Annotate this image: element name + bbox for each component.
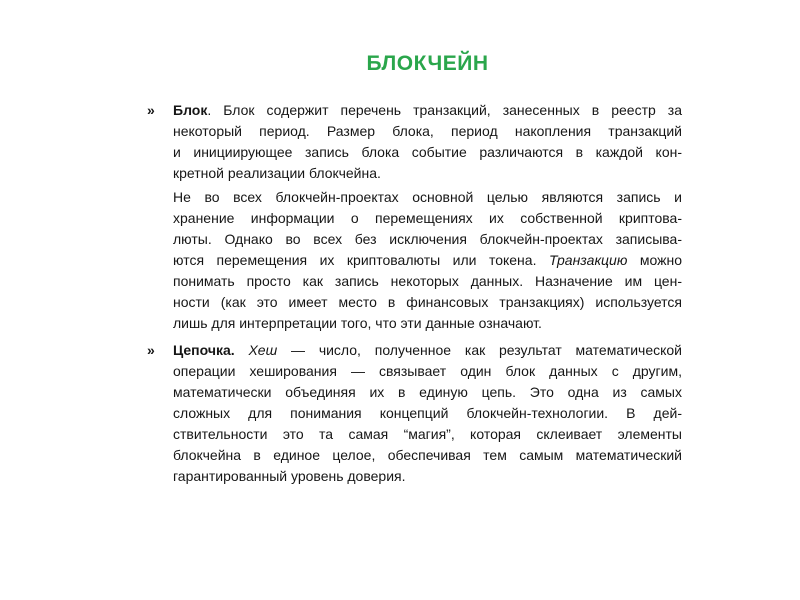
list-item bbox=[147, 340, 682, 487]
text-line bbox=[173, 403, 682, 424]
text-line bbox=[173, 142, 682, 163]
text-run: ности (как это имеет место в финансовых транзакциях) используется bbox=[173, 294, 682, 310]
text-run: — число, полученное как результат математической bbox=[277, 342, 683, 358]
text-line bbox=[173, 250, 682, 271]
text-line bbox=[173, 187, 682, 208]
text-line bbox=[173, 466, 682, 487]
text-line bbox=[173, 208, 682, 229]
list-item bbox=[147, 100, 682, 334]
text-run: лишь для интерпретации того, что эти данные означают. bbox=[173, 315, 542, 331]
text-run: Цепочка. bbox=[173, 342, 249, 358]
text-run: сложных для понимания концепций блокчейн-технологии. В дей- bbox=[173, 405, 682, 421]
text-line bbox=[173, 271, 682, 292]
text-run: ются перемещения их криптовалюты или токена. bbox=[173, 252, 549, 268]
text-run: . Блок содержит перечень транзакций, занесенных в реестр за bbox=[207, 102, 682, 118]
text-run: гарантированный уровень доверия. bbox=[173, 468, 406, 484]
text-run: Не во всех блокчейн-проектах основной целью являются запись и bbox=[173, 189, 682, 205]
text-line bbox=[173, 340, 682, 361]
text-line bbox=[173, 382, 682, 403]
text-line bbox=[173, 445, 682, 466]
text-line bbox=[173, 313, 682, 334]
text-run: Транзакцию bbox=[548, 252, 628, 268]
bullet-list bbox=[147, 100, 682, 487]
text-run: кретной реализации блокчейна. bbox=[173, 165, 381, 181]
bullet-marker: » bbox=[147, 342, 155, 358]
text-run: операции хеширования — связывает один блок данных с другим, bbox=[173, 363, 682, 379]
text-line bbox=[173, 163, 682, 184]
text-run: можно bbox=[627, 252, 682, 268]
text-line bbox=[173, 424, 682, 445]
paragraph bbox=[173, 340, 682, 487]
text-run: блокчейна в единое целое, обеспечивая тем самым математический bbox=[173, 447, 682, 463]
text-run: математически объединяя их в единую цепь. Это одна из самых bbox=[173, 384, 682, 400]
text-line bbox=[173, 121, 682, 142]
bullet-marker: » bbox=[147, 102, 155, 118]
text-run: ствительности это та самая “магия”, которая склеивает элементы bbox=[173, 426, 682, 442]
text-line bbox=[173, 100, 682, 121]
text-line bbox=[173, 229, 682, 250]
text-line bbox=[173, 292, 682, 313]
text-run: люты. Однако во всех без исключения блокчейн-проектах записыва- bbox=[173, 231, 682, 247]
text-run: некоторый период. Размер блока, период накопления транзакций bbox=[173, 123, 682, 139]
text-run: и инициирующее запись блока событие различаются в каждой кон- bbox=[173, 144, 682, 160]
text-line bbox=[173, 361, 682, 382]
text-run: хранение информации о перемещениях их собственной криптова- bbox=[173, 210, 682, 226]
text-run: Хеш bbox=[248, 342, 278, 358]
page-title: БЛОКЧЕЙН bbox=[366, 52, 489, 75]
text-run: Блок bbox=[173, 102, 208, 118]
paragraph bbox=[173, 187, 682, 334]
text-run: понимать просто как запись некоторых данных. Назначение им цен- bbox=[173, 273, 682, 289]
paragraph bbox=[173, 100, 682, 184]
